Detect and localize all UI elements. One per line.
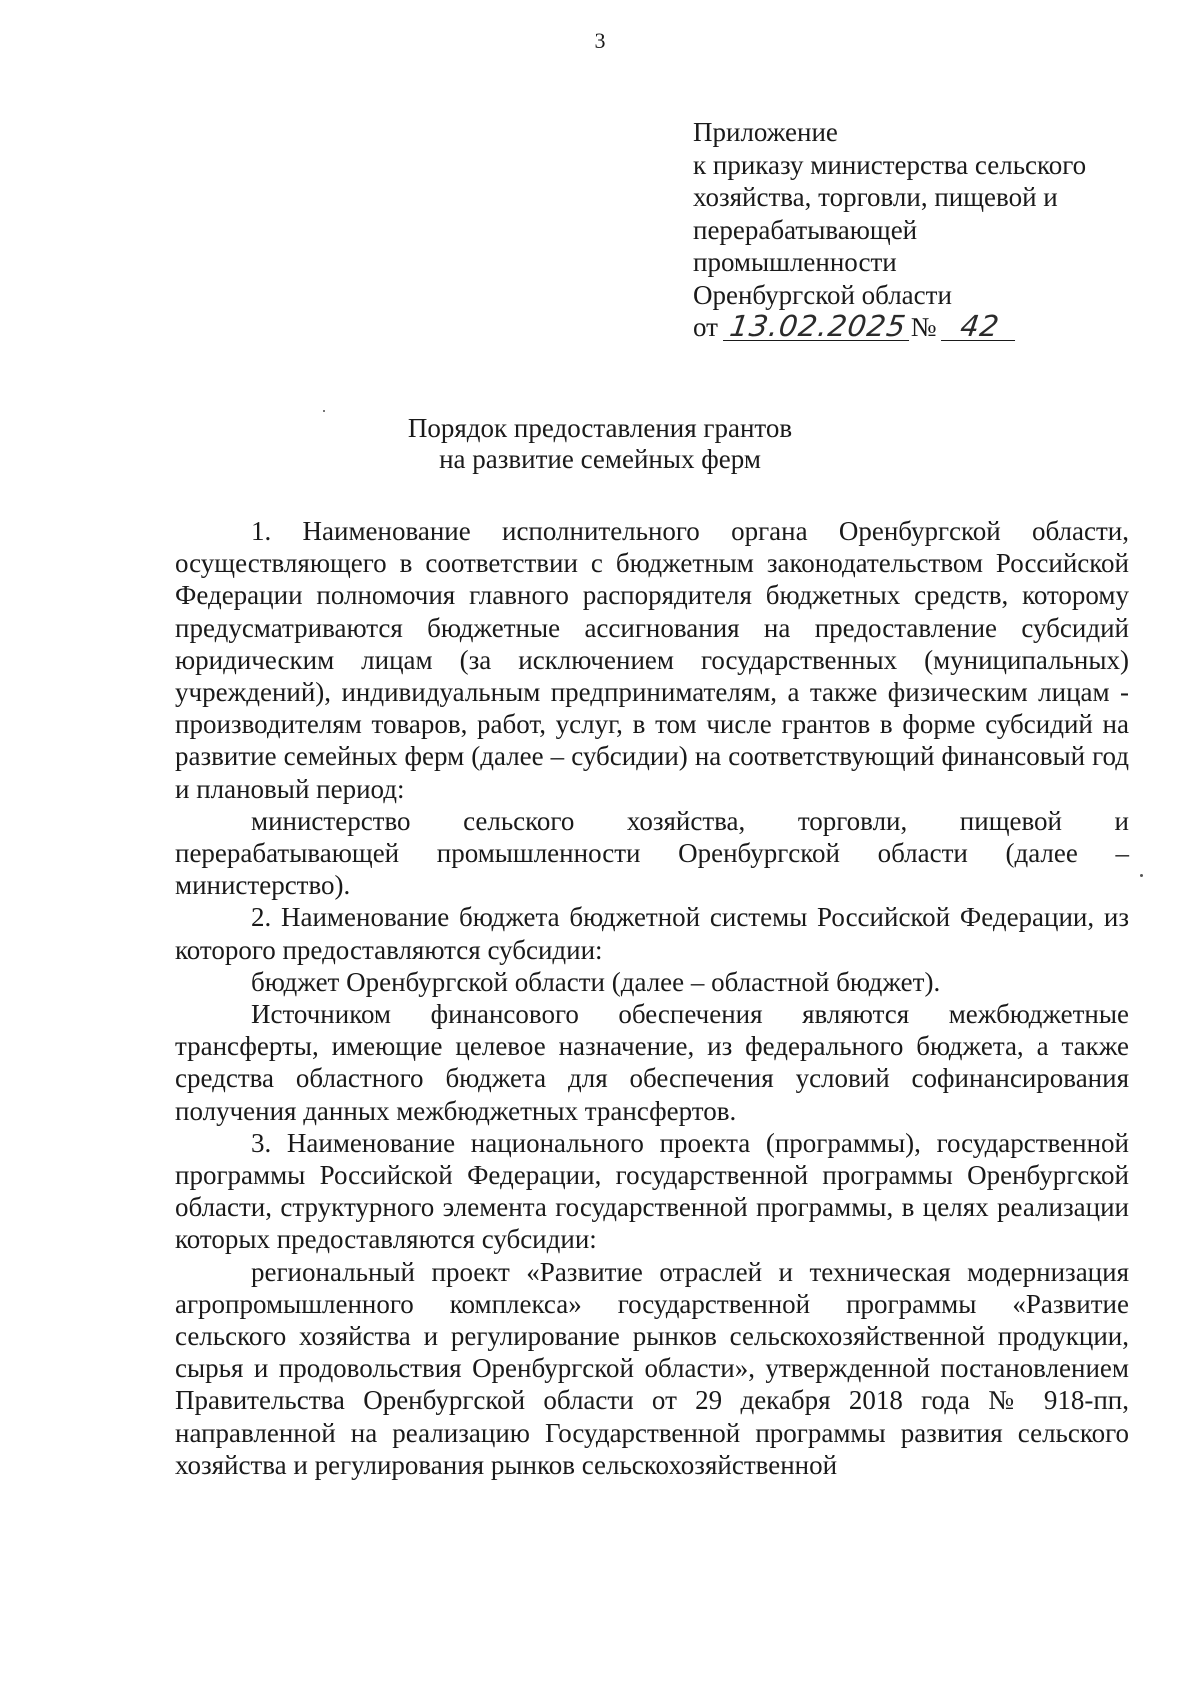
scan-speck — [323, 410, 325, 412]
document-body — [175, 515, 1129, 1481]
page-number: 3 — [594, 28, 606, 53]
date-prefix: от — [693, 312, 718, 342]
body-paragraph: бюджет Оренбургской области (далее – областной бюджет). — [251, 966, 941, 997]
appendix-line: перерабатывающей — [693, 214, 918, 245]
appendix-block — [693, 116, 1133, 344]
handwritten-number: 42 — [941, 312, 1019, 341]
body-paragraph: 3. Наименование национального проекта (программы), государственной программы Российской Федерации, государственной программы Оренбургской области, структурного элемента государственной программы, в целях реализации которых предоставляются субсидии: — [175, 1127, 1129, 1255]
title-line: Порядок предоставления грантов — [407, 413, 793, 443]
appendix-line: Приложение — [693, 117, 838, 147]
body-paragraph: 1. Наименование исполнительного органа Оренбургской области, осуществляющего в соответствии с бюджетным законодательством Российской Федерации полномочия главного распорядителя бюджетных средств, которому предусматриваются бюджетные ассигнования на предоставление субсидий юридическим лицам (за исключением государственных (муниципальных) учреждений), индивидуальным предпринимателям, а также физическим лицам - производителям товаров, работ, услуг, в том числе грантов в форме субсидий на развитие семейных ферм (далее – субсидии) на соответствующий финансовый год и плановый период: — [175, 516, 1129, 804]
body-paragraph: Источником финансового обеспечения являются межбюджетные трансферты, имеющие целевое назначение, из федерального бюджета, а также средства областного бюджета для обеспечения условий софинансирования получения данных межбюджетных трансфертов. — [175, 999, 1129, 1126]
handwritten-date: 13.02.2025 — [723, 312, 913, 341]
title-line: на развитие семейных ферм — [439, 444, 761, 474]
document-title — [0, 413, 1200, 475]
appendix-line: хозяйства, торговли, пищевой и — [693, 182, 1058, 212]
number-sign: № — [910, 312, 937, 342]
appendix-line: промышленности — [693, 247, 897, 277]
appendix-line: Оренбургской области — [693, 279, 952, 310]
order-date-number-line — [693, 311, 1133, 344]
scan-speck — [1140, 874, 1143, 877]
body-paragraph: министерство сельского хозяйства, торговли, пищевой и перерабатывающей промышленности Оренбургской области (далее – министерство). — [175, 805, 1129, 901]
body-paragraph: региональный проект «Развитие отраслей и техническая модернизация агропромышленного комплекса» государственной программы «Развитие сельского хозяйства и регулирование рынков сельскохозяйственной продукции, сырья и продовольствия Оренбургской области», утвержденной постановлением Правительства Оренбургской области от 29 декабря 2018 года № 918-пп, направленной на реализацию Государственной программы развития сельского хозяйства и регулирования рынков сельскохозяйственной — [175, 1256, 1129, 1480]
appendix-line: к приказу министерства сельского — [693, 149, 1087, 180]
body-paragraph: 2. Наименование бюджета бюджетной системы Российской Федерации, из которого предоставляются субсидии: — [175, 902, 1129, 965]
